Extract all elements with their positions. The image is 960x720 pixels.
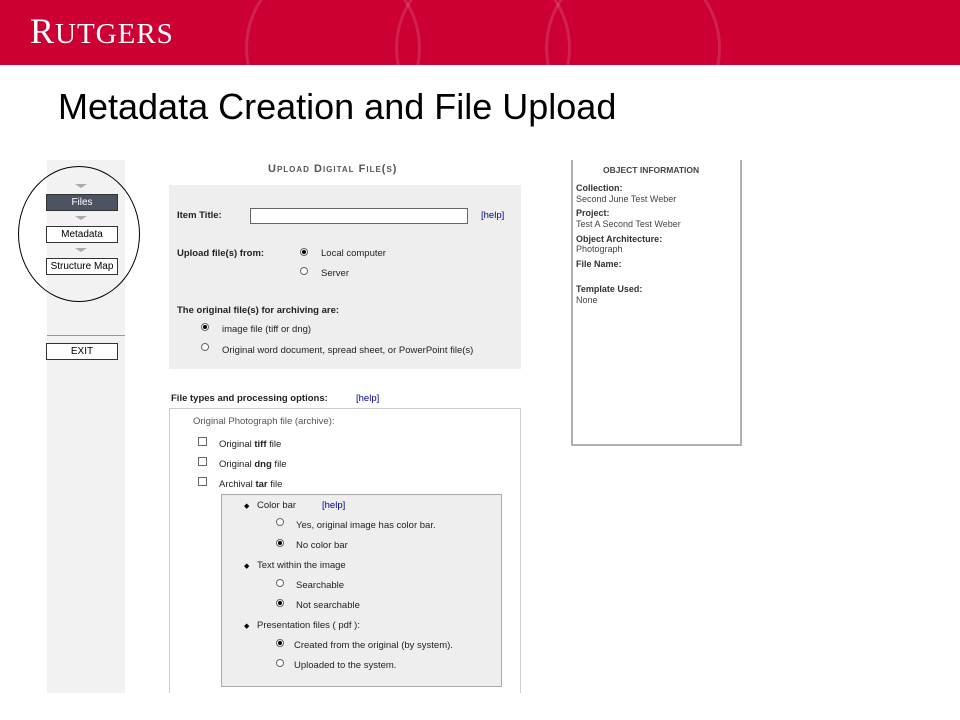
item-title-label: Item Title:: [177, 210, 222, 221]
object-architecture-value: Photograph: [576, 244, 623, 254]
slide-title: Metadata Creation and File Upload: [58, 86, 617, 127]
radio-not-searchable-label: Not searchable: [296, 600, 360, 611]
radio-created-by-system[interactable]: [276, 639, 284, 647]
project-value: Test A Second Test Weber: [576, 219, 681, 229]
checkbox-archival-tar[interactable]: [198, 477, 207, 486]
radio-uploaded-to-system[interactable]: [276, 659, 284, 667]
upload-from-label: Upload file(s) from:: [177, 248, 265, 259]
processing-help-link[interactable]: [help]: [356, 393, 380, 404]
radio-searchable-label: Searchable: [296, 580, 345, 591]
text-within-image-label: Text within the image: [257, 560, 346, 571]
sidebar-item-files[interactable]: Files: [46, 194, 118, 211]
diamond-bullet-icon: ◆: [244, 623, 250, 630]
sidebar-divider: [47, 335, 125, 336]
radio-uploaded-to-system-label: Uploaded to the system.: [294, 660, 397, 671]
checkbox-original-dng-label: Original dng file: [219, 459, 287, 470]
color-bar-help-link[interactable]: [help]: [322, 500, 346, 511]
checkbox-archival-tar-label: Archival tar file: [219, 479, 283, 490]
item-title-help-link[interactable]: [help]: [481, 210, 505, 221]
radio-no-color-bar[interactable]: [276, 539, 284, 547]
upload-heading: Upload Digital File(s): [268, 163, 398, 175]
radio-office-document[interactable]: [201, 343, 209, 351]
seal-watermark: [545, 0, 721, 65]
archive-type-label: The original file(s) for archiving are:: [177, 305, 340, 316]
radio-server[interactable]: [300, 267, 308, 275]
checkbox-original-tiff[interactable]: [198, 437, 207, 446]
processing-options-label: File types and processing options:: [171, 393, 328, 404]
diamond-bullet-icon: ◆: [244, 503, 250, 510]
radio-not-searchable[interactable]: [276, 599, 284, 607]
exit-button[interactable]: EXIT: [46, 343, 118, 360]
rutgers-logo: RUTGERS: [30, 11, 174, 51]
radio-office-document-label: Original word document, spread sheet, or PowerPoint file(s): [222, 345, 474, 356]
highlight-circle-annotation: [18, 166, 140, 302]
radio-local-computer-label: Local computer: [321, 248, 386, 259]
collection-label: Collection:: [576, 183, 623, 193]
item-title-input[interactable]: [250, 208, 468, 224]
radio-server-label: Server: [321, 268, 349, 279]
collection-value: Second June Test Weber: [576, 194, 677, 204]
radio-local-computer[interactable]: [300, 248, 308, 256]
radio-no-color-bar-label: No color bar: [296, 540, 348, 551]
diamond-bullet-icon: ◆: [244, 563, 250, 570]
sidebar-item-metadata[interactable]: Metadata: [46, 226, 118, 243]
color-bar-label: Color bar: [257, 500, 297, 511]
template-used-value: None: [576, 295, 598, 305]
radio-image-file[interactable]: [201, 323, 209, 331]
sidebar-item-structure-map[interactable]: Structure Map: [46, 258, 118, 275]
project-label: Project:: [576, 208, 610, 218]
checkbox-original-dng[interactable]: [198, 457, 207, 466]
header-banner: [0, 0, 960, 65]
radio-image-file-label: image file (tiff or dng): [222, 324, 312, 335]
file-name-label: File Name:: [576, 259, 622, 269]
presentation-files-label: Presentation files ( pdf ):: [257, 620, 360, 631]
radio-searchable[interactable]: [276, 579, 284, 587]
radio-has-color-bar[interactable]: [276, 518, 284, 526]
checkbox-original-tiff-label: Original tiff file: [219, 439, 282, 450]
radio-created-by-system-label: Created from the original (by system).: [294, 640, 453, 651]
object-information-heading: OBJECT INFORMATION: [603, 165, 700, 175]
object-architecture-label: Object Architecture:: [576, 234, 663, 244]
original-photograph-heading: Original Photograph file (archive):: [193, 416, 335, 427]
template-used-label: Template Used:: [576, 284, 643, 294]
radio-has-color-bar-label: Yes, original image has color bar.: [296, 520, 436, 531]
